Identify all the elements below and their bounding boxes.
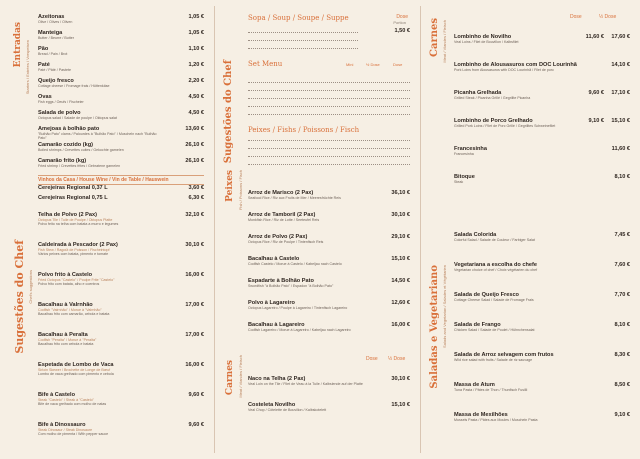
- item-price: 4,50 €: [188, 110, 204, 116]
- meat-item: [248, 402, 410, 412]
- item-description: Bacalhau frito com camarão, cebola e batata: [38, 312, 110, 317]
- item-description: Veal Loins / Filet de Bouvillon / Kalbsfilet: [454, 40, 519, 44]
- item-description: Pork Loins from Alousasuros with DOC Lourinhã / Filet de porc: [454, 68, 554, 72]
- item-price: 1,05 €: [188, 30, 204, 36]
- item-description: Vegetarian choice of chef / Choix végétarien du chef: [454, 268, 538, 272]
- item-price: 9,10 €: [614, 412, 630, 418]
- item-price: 26,10 €: [185, 158, 204, 164]
- col3-half-label: ½ Dose: [599, 14, 617, 20]
- item-description: Paté / Pâté / Pastete: [38, 68, 71, 72]
- salad-item: [454, 352, 630, 362]
- blank-line: [248, 156, 410, 157]
- item-name: Lombinho de Porco Grelhado: [454, 118, 533, 124]
- chef-item: [38, 272, 204, 287]
- item-price: 36,10 €: [391, 190, 410, 196]
- menu-col-mini: Mini: [346, 62, 354, 67]
- item-description: Olive / Olives / Oliven: [38, 20, 73, 24]
- starter-item: [38, 158, 204, 168]
- item-description: Chicken Salad / Salade de Poulet / Hühnchensalat: [454, 328, 535, 332]
- item-name: Paté: [38, 62, 50, 68]
- fish-item: [248, 322, 410, 332]
- fish-item: [248, 212, 410, 222]
- item-description: Swordfish "à Bolhão Pato" / Espadon "à Bolhão Pato": [248, 284, 334, 288]
- item-name: Bacalhau à Lagareiro: [248, 322, 305, 328]
- item-name: Salada de Arroz selvagem com frutos: [454, 352, 554, 358]
- item-description: "Bulhão Pato" clams / Palourdes à "Bulhão Pato" / Muscheln nach "Bulhão Pato": [38, 132, 157, 141]
- chef-item: [38, 332, 204, 347]
- meat-dose-label: Dose: [366, 356, 378, 362]
- section-subtitle-carnes-2: Meat / Viandes / Fleisch: [442, 20, 447, 63]
- item-name: Bife à Dinossauro: [38, 422, 86, 428]
- section-title-sugestoes-chef-2: Sugestões do Chef: [223, 60, 234, 164]
- item-subtitle: Fried Octopus "Castelo" / Poulpe Frite "Castelo": [38, 278, 115, 282]
- item-description: Polvo feito na telha com batata a murro e legumes: [38, 222, 119, 227]
- item-price: 8,30 €: [614, 352, 630, 358]
- item-description: Veal Chop / Côtelette de Bouvillon / Kalbskotelett: [248, 408, 327, 412]
- starter-item: [38, 62, 204, 72]
- item-description: Cottage Cheese Salad / Salade de Fromage Frais: [454, 298, 534, 302]
- section-title-saladas: Saladas e Vegetariano: [429, 265, 440, 389]
- column-1: [38, 0, 204, 459]
- item-price: 7,60 €: [614, 262, 630, 268]
- fish-heading: Peixes / Fishs / Poissons / Fisch: [248, 126, 360, 134]
- item-description: Grilled Steak / Picanha Grillé / Gegrillte Picanha: [454, 96, 531, 100]
- item-description: Vários peixes com batata, pimento e tomate: [38, 252, 109, 257]
- item-name: Bife à Castelo: [38, 392, 75, 398]
- starter-item: [38, 142, 204, 152]
- section-title-carnes-2: Carnes: [429, 18, 440, 57]
- blank-line: [248, 90, 410, 91]
- item-price: 2,20 €: [188, 78, 204, 84]
- item-name: Picanha Grelhada: [454, 90, 502, 96]
- item-name: Azeitonas: [38, 14, 65, 20]
- item-price: 7,45 €: [614, 232, 630, 238]
- meat-item: [454, 118, 630, 128]
- item-description: Veal Loin on the Tile / Filet de Veau à la Tuile / Kalbslende auf der Platte: [248, 382, 363, 386]
- item-name: Costeleta Novilho: [248, 402, 296, 408]
- meat-half-label: ½ Dose: [388, 356, 406, 362]
- item-name: Salada de polvo: [38, 110, 81, 116]
- item-description: Seafood Rice / Riz aux Fruits de Mer / Meeresfrüchte Reis: [248, 196, 341, 200]
- item-price: 30,10 €: [391, 212, 410, 218]
- divider: [420, 6, 421, 453]
- item-description: Boiled shrimps / Crevettes cuites / Gekochte garnelen: [38, 148, 124, 152]
- item-name: Bitoque: [454, 174, 475, 180]
- item-price: 8,10 €: [614, 174, 630, 180]
- item-name: Polvo frito à Castelo: [38, 272, 93, 278]
- starter-item: [38, 110, 204, 120]
- chef-item: [38, 422, 204, 437]
- item-name: Cerejeiras Regional 0,75 L: [38, 195, 108, 201]
- item-price: 9,60 €: [188, 422, 204, 428]
- item-description: Steak: [454, 180, 464, 184]
- section-subtitle-saladas: Salads and Vegetarian / Salades et Végétarien: [442, 265, 447, 348]
- item-description: Wild rice salad with fruits / Salade de riz sauvage: [454, 358, 533, 362]
- soup-price: 1,50 €: [394, 28, 410, 34]
- salad-item: [454, 262, 630, 272]
- chef-item: [38, 362, 204, 377]
- soup-line: [248, 32, 358, 33]
- item-price: 9,60 €: [188, 392, 204, 398]
- item-price: 17,00 €: [185, 302, 204, 308]
- item-name: Bacalhau à Valrnhão: [38, 302, 93, 308]
- item-name: Arroz de Tamboril (2 Pax): [248, 212, 316, 218]
- item-price: 8,10 €: [614, 322, 630, 328]
- blank-line: [248, 140, 410, 141]
- soup-dose-sub: Portion: [393, 20, 406, 25]
- meat-item: [248, 376, 410, 386]
- soup-dose-label: Dose: [396, 14, 408, 20]
- blank-line: [248, 114, 410, 115]
- item-description: Grilled Pork Loins / Filet de Porc Grillé / Gegrilltes Schweinefilet: [454, 124, 556, 128]
- item-name: Arroz de Polvo (2 Pax): [248, 234, 308, 240]
- chef-item: [38, 392, 204, 407]
- starter-item: [38, 126, 204, 141]
- item-name: Manteiga: [38, 30, 63, 36]
- item-half-price: 11,60 €: [585, 34, 604, 40]
- meat-item: [454, 146, 630, 156]
- col3-dose-label: Dose: [570, 14, 582, 20]
- item-name: Ovas: [38, 94, 52, 100]
- item-price: 30,10 €: [185, 242, 204, 248]
- item-price: 15,10 €: [391, 256, 410, 262]
- item-price: 17,10 €: [611, 90, 630, 96]
- divider: [214, 6, 215, 453]
- fish-item: [248, 300, 410, 310]
- item-subtitle: Steak "Castelo" / Steak à "Castelo": [38, 398, 94, 402]
- item-name: Lombinho de Novilho: [454, 34, 512, 40]
- item-name: Massa de Atum: [454, 382, 495, 388]
- fish-item: [248, 256, 410, 266]
- item-price: 6,30 €: [188, 195, 204, 201]
- starter-item: [38, 46, 204, 56]
- section-title-peixes: Peixes: [225, 170, 235, 202]
- wine-item: [38, 185, 204, 191]
- column-3: [454, 0, 630, 459]
- item-price: 16,00 €: [185, 362, 204, 368]
- item-subtitle: Fish Stew / Ragoût de Poisson / Fischeintopf: [38, 248, 110, 252]
- item-name: Espadarte à Bolhão Pato: [248, 278, 314, 284]
- item-subtitle: Codfish "Peralta" / Morue à "Peralta": [38, 338, 97, 342]
- item-description: Francesinha: [454, 152, 474, 156]
- blank-line: [248, 82, 410, 83]
- blank-line: [248, 164, 410, 165]
- item-price: 11,60 €: [611, 146, 630, 152]
- menu-col-half: ½ Dose: [366, 62, 380, 67]
- starter-item: [38, 14, 204, 24]
- fish-item: [248, 278, 410, 288]
- meat-item: [454, 62, 630, 72]
- meat-item: [454, 174, 630, 184]
- item-price: 17,60 €: [611, 34, 630, 40]
- item-name: Bacalhau à Peralta: [38, 332, 88, 338]
- item-name: Pão: [38, 46, 49, 52]
- item-name: Lombinho de Alousasuros com DOC Lourinhã: [454, 62, 577, 68]
- item-price: 17,00 €: [185, 332, 204, 338]
- item-name: Polvo à Lagareiro: [248, 300, 295, 306]
- item-price: 1,05 €: [188, 14, 204, 20]
- item-description: Bread / Pain / Brot: [38, 52, 68, 56]
- item-price: 12,60 €: [391, 300, 410, 306]
- column-2: [248, 0, 410, 459]
- item-subtitle: Octopus Tile / Tuile de Poulpe / Oktopus Platte: [38, 218, 113, 222]
- section-title-entradas: Entradas: [13, 22, 23, 68]
- salad-item: [454, 232, 630, 242]
- item-description: Mussels Pasta / Pâtes aux Moules / Muscheln Pasta: [454, 418, 538, 422]
- item-description: Octopus Rice / Riz de Poulpe / Tintenfisch Reis: [248, 240, 324, 244]
- item-subtitle: Codfish "Valrnhão" / Morue à "Valrnhão": [38, 308, 102, 312]
- item-description: Tuna Pasta / Pâtes de Thon / Thunfisch Fusilli: [454, 388, 528, 392]
- meat-item: [454, 90, 630, 100]
- item-name: Naco na Telha (2 Pax): [248, 376, 306, 382]
- item-description: Fried shrimp / Crevettes frites / Gebratene garnelen: [38, 164, 121, 168]
- item-name: Arroz de Marisco (2 Pax): [248, 190, 314, 196]
- item-price: 32,10 €: [185, 212, 204, 218]
- item-subtitle: Sirloin Skewer / Brochette de Longe de Bœuf: [38, 368, 111, 372]
- fish-item: [248, 234, 410, 244]
- section-subtitle-entradas: Starters / Entrées / Vorspeisen: [25, 40, 30, 95]
- item-name: Massa de Mexilhões: [454, 412, 508, 418]
- chef-item: [38, 302, 204, 317]
- item-price: 16,00 €: [391, 322, 410, 328]
- section-subtitle-carnes-1: Meat / Viandes / Fleisch: [238, 355, 243, 398]
- item-name: Telha de Polvo (2 Pax): [38, 212, 97, 218]
- item-price: 13,60 €: [185, 126, 204, 132]
- item-description: Codfish Lagareiro / Morue à Lagareiro / Kabeljau nach Lagareiro: [248, 328, 351, 332]
- salad-item: [454, 382, 630, 392]
- item-name: Caldeirada à Pescador (2 Pax): [38, 242, 118, 248]
- item-price: 26,10 €: [185, 142, 204, 148]
- chef-item: [38, 212, 204, 227]
- wine-item: [38, 195, 204, 201]
- salad-item: [454, 322, 630, 332]
- item-price: 1,20 €: [188, 62, 204, 68]
- item-price: 29,10 €: [391, 234, 410, 240]
- section-title-sugestoes-chef: Sugestões do Chef: [13, 240, 26, 354]
- salad-item: [454, 292, 630, 302]
- item-price: 16,00 €: [185, 272, 204, 278]
- item-half-price: 9,10 €: [588, 118, 604, 124]
- item-description: Monkfish Rice / Riz de Lotte / Seeteufel Reis: [248, 218, 320, 222]
- meat-item: [454, 34, 630, 44]
- item-name: Camarão cozido (kg): [38, 142, 94, 148]
- item-price: 15,10 €: [611, 118, 630, 124]
- item-name: Salada de Queijo Fresco: [454, 292, 519, 298]
- set-menu-heading: Set Menu: [248, 60, 283, 68]
- starter-item: [38, 94, 204, 104]
- item-name: Camarão frito (kg): [38, 158, 87, 164]
- item-name: Amejoas à bolhão pato: [38, 126, 100, 132]
- item-price: 14,10 €: [611, 62, 630, 68]
- item-name: Salada Colorida: [454, 232, 497, 238]
- wine-band: Vinhos da Casa / House Wine / Vin de Table / Hauswein: [38, 175, 204, 185]
- blank-line: [248, 98, 410, 99]
- blank-line: [248, 148, 410, 149]
- item-price: 4,50 €: [188, 94, 204, 100]
- item-description: Codfish Castelo / Morue à Castelo / Kabeljau nach Castelo: [248, 262, 342, 266]
- item-half-price: 9,60 €: [588, 90, 604, 96]
- starter-item: [38, 30, 204, 40]
- item-description: Butter / Beurre / Butter: [38, 36, 74, 40]
- section-title-carnes-1: Carnes: [225, 360, 235, 396]
- item-name: Queijo fresco: [38, 78, 74, 84]
- item-description: Bacalhau frito com cebola e batata: [38, 342, 94, 347]
- starter-item: [38, 78, 204, 88]
- item-description: Polvo frito com batata, alho e coentros: [38, 282, 100, 287]
- item-price: 30,10 €: [391, 376, 410, 382]
- item-price: 8,50 €: [614, 382, 630, 388]
- item-description: Bife de vaca grelhado com molho de natas: [38, 402, 107, 407]
- menu-col-dose: Dose: [393, 62, 403, 67]
- item-description: Colorful Salad / Salade de Couleur / Farbiger Salat: [454, 238, 535, 242]
- item-name: Cerejeiras Regional 0,37 L: [38, 185, 108, 191]
- item-subtitle: Steak Dinosaur / Steak Dinosaure: [38, 428, 93, 432]
- section-subtitle-chef: Chef's suggestions: [28, 270, 33, 304]
- item-description: Com molho de pimenta / With pepper sauce: [38, 432, 109, 437]
- item-description: Lombo de vaca grelhado com pimento e cebola: [38, 372, 114, 377]
- fish-item: [248, 190, 410, 200]
- item-price: 14,50 €: [391, 278, 410, 284]
- item-description: Cottage cheese / Fromage frais / Hüttenkäse: [38, 84, 110, 88]
- item-description: Octopus Lagareiro / Poulpe à Lagareiro / Tintenfisch Lagareiro: [248, 306, 348, 310]
- blank-line: [248, 106, 410, 107]
- item-description: Fish eggs / Oeufs / Fischeier: [38, 100, 84, 104]
- item-name: Vegetariana a escolha do chefe: [454, 262, 538, 268]
- soup-heading: Sopa / Soup / Soupe / Suppe: [248, 14, 349, 22]
- item-name: Francesinha: [454, 146, 487, 152]
- item-name: Salada de Frango: [454, 322, 501, 328]
- soup-line: [248, 40, 358, 41]
- item-price: 1,10 €: [188, 46, 204, 52]
- item-price: 7,70 €: [614, 292, 630, 298]
- item-name: Espetada de Lombo de Vaca: [38, 362, 114, 368]
- item-description: Octopus salad / Salade de poulpe / Oktopus salat: [38, 116, 117, 120]
- item-price: 3,60 €: [188, 185, 204, 191]
- chef-item: [38, 242, 204, 257]
- section-subtitle-peixes: Fish / Poissons / Fisch: [238, 170, 243, 211]
- soup-line: [248, 48, 358, 49]
- item-price: 15,10 €: [391, 402, 410, 408]
- salad-item: [454, 412, 630, 422]
- item-name: Bacalhau à Castelo: [248, 256, 300, 262]
